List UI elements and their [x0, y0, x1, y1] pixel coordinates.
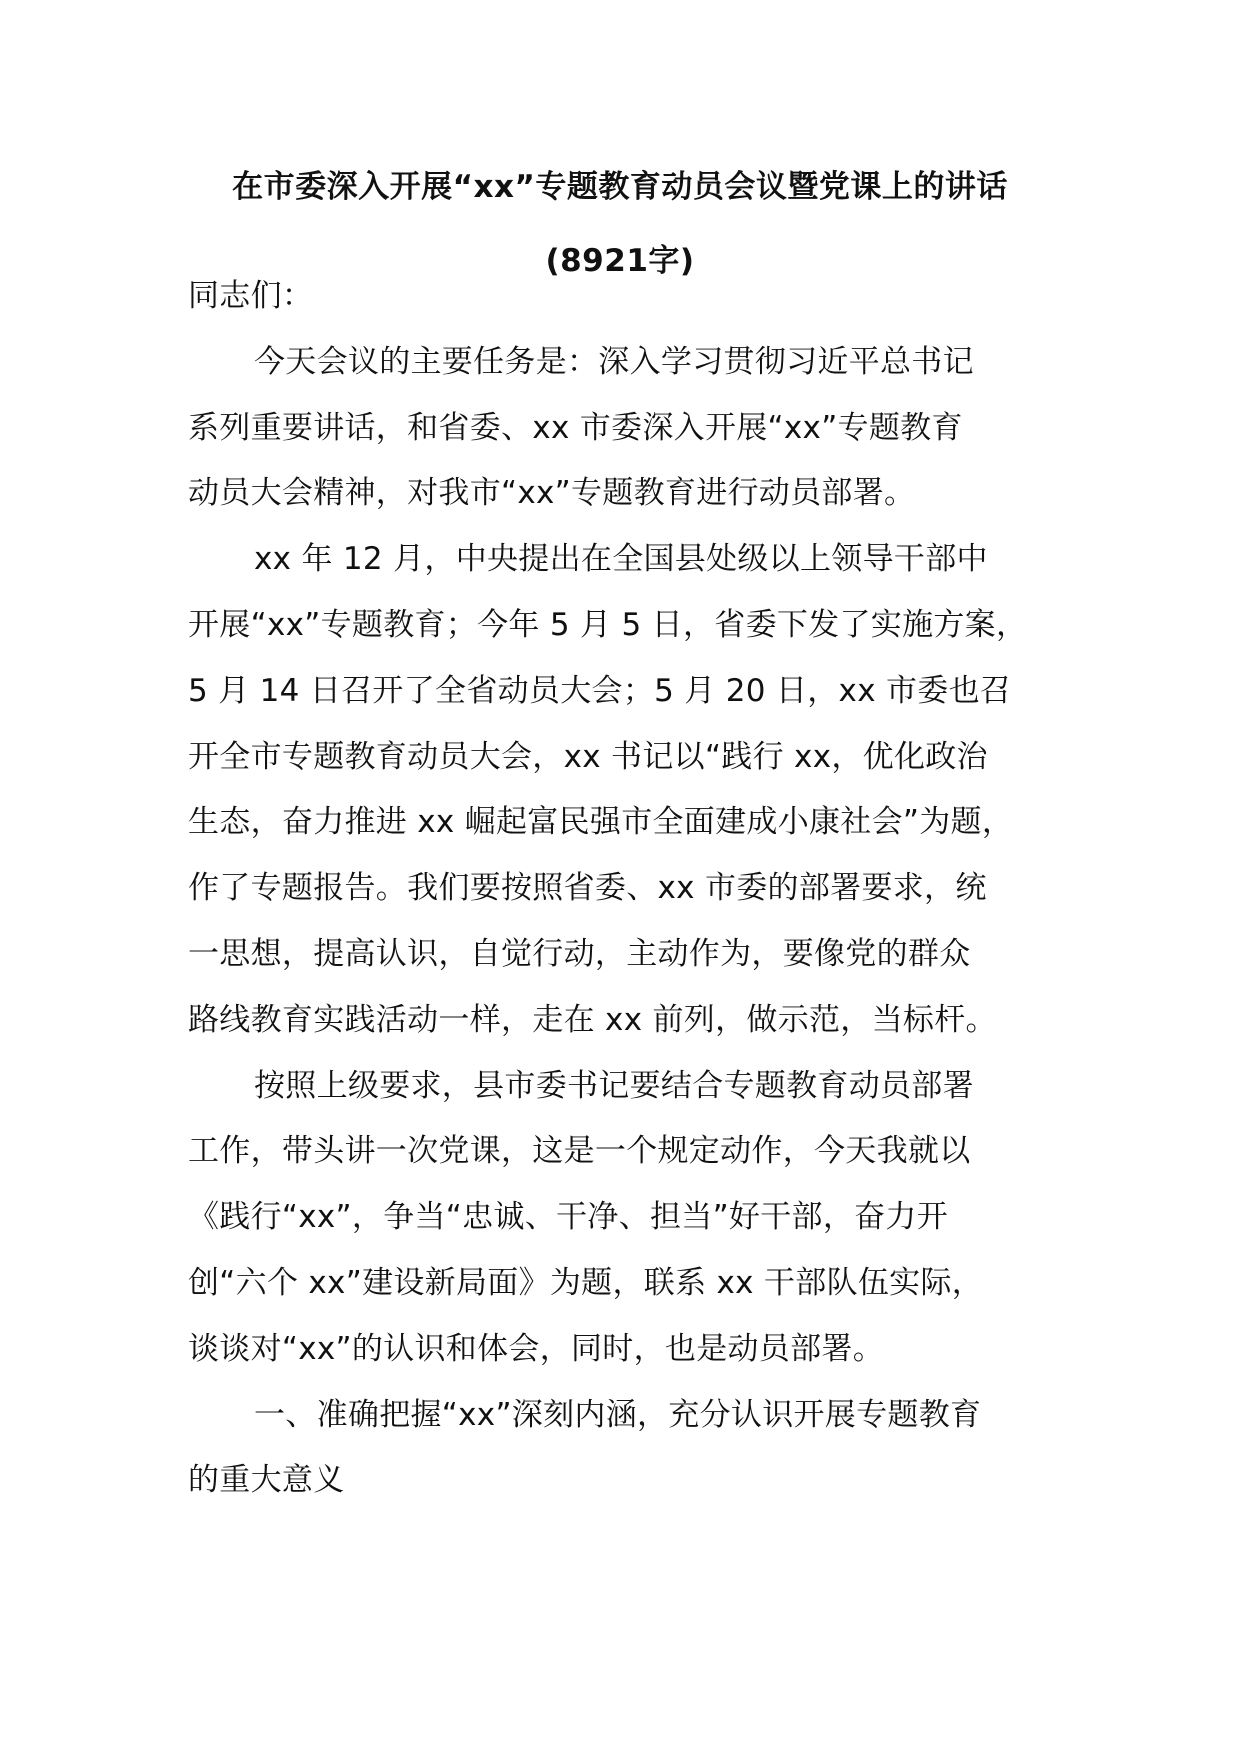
body-line: 《践行“xx”，争当“忠诚、干净、担当”好干部，奋力开: [188, 1199, 949, 1236]
title-line-wordcount: (8921字): [545, 243, 695, 279]
body-line: 创“六个 xx”建设新局面》为题，联系 xx 干部队伍实际，: [188, 1264, 984, 1301]
body-line: 5 月 14 日召开了全省动员大会；5 月 20 日，xx 市委也召: [188, 672, 1012, 709]
body-line: xx 年 12 月，中央提出在全国县处级以上领导干部中: [254, 541, 988, 578]
body-line: 作了专题报告。我们要按照省委、xx 市委的部署要求，统: [188, 870, 987, 907]
salutation: 同志们：: [188, 278, 314, 314]
body-line: 生态，奋力推进 xx 崛起富民强市全面建成小康社会”为题，: [188, 804, 1014, 841]
body-line: 路线教育实践活动一样，走在 xx 前列，做示范，当标杆。: [188, 1001, 997, 1038]
body-line: 的重大意义: [188, 1462, 345, 1499]
body-text: [188, 330, 1088, 1514]
body-line: 今天会议的主要任务是：深入学习贯彻习近平总书记: [254, 343, 974, 380]
body-line: 开展“xx”专题教育；今年 5 月 5 日，省委下发了实施方案，: [188, 606, 1028, 643]
body-line: 一思想，提高认识，自觉行动，主动作为，要像党的群众: [188, 935, 971, 972]
body-line: 一、准确把握“xx”深刻内涵，充分认识开展专题教育: [254, 1396, 982, 1433]
body-line: 工作，带头讲一次党课，这是一个规定动作，今天我就以: [188, 1133, 971, 1170]
body-line: 谈谈对“xx”的认识和体会，同时，也是动员部署。: [188, 1330, 885, 1367]
body-line: 动员大会精神，对我市“xx”专题教育进行动员部署。: [188, 475, 916, 512]
body-line: 按照上级要求，县市委书记要结合专题教育动员部署: [254, 1067, 974, 1104]
body-line: 系列重要讲话，和省委、xx 市委深入开展“xx”专题教育: [188, 409, 963, 446]
body-line: 开全市专题教育动员大会，xx 书记以“践行 xx，优化政治: [188, 738, 988, 775]
document-body: [188, 264, 1088, 1514]
title-line-main: 在市委深入开展“xx”专题教育动员会议暨党课上的讲话: [232, 169, 1008, 205]
